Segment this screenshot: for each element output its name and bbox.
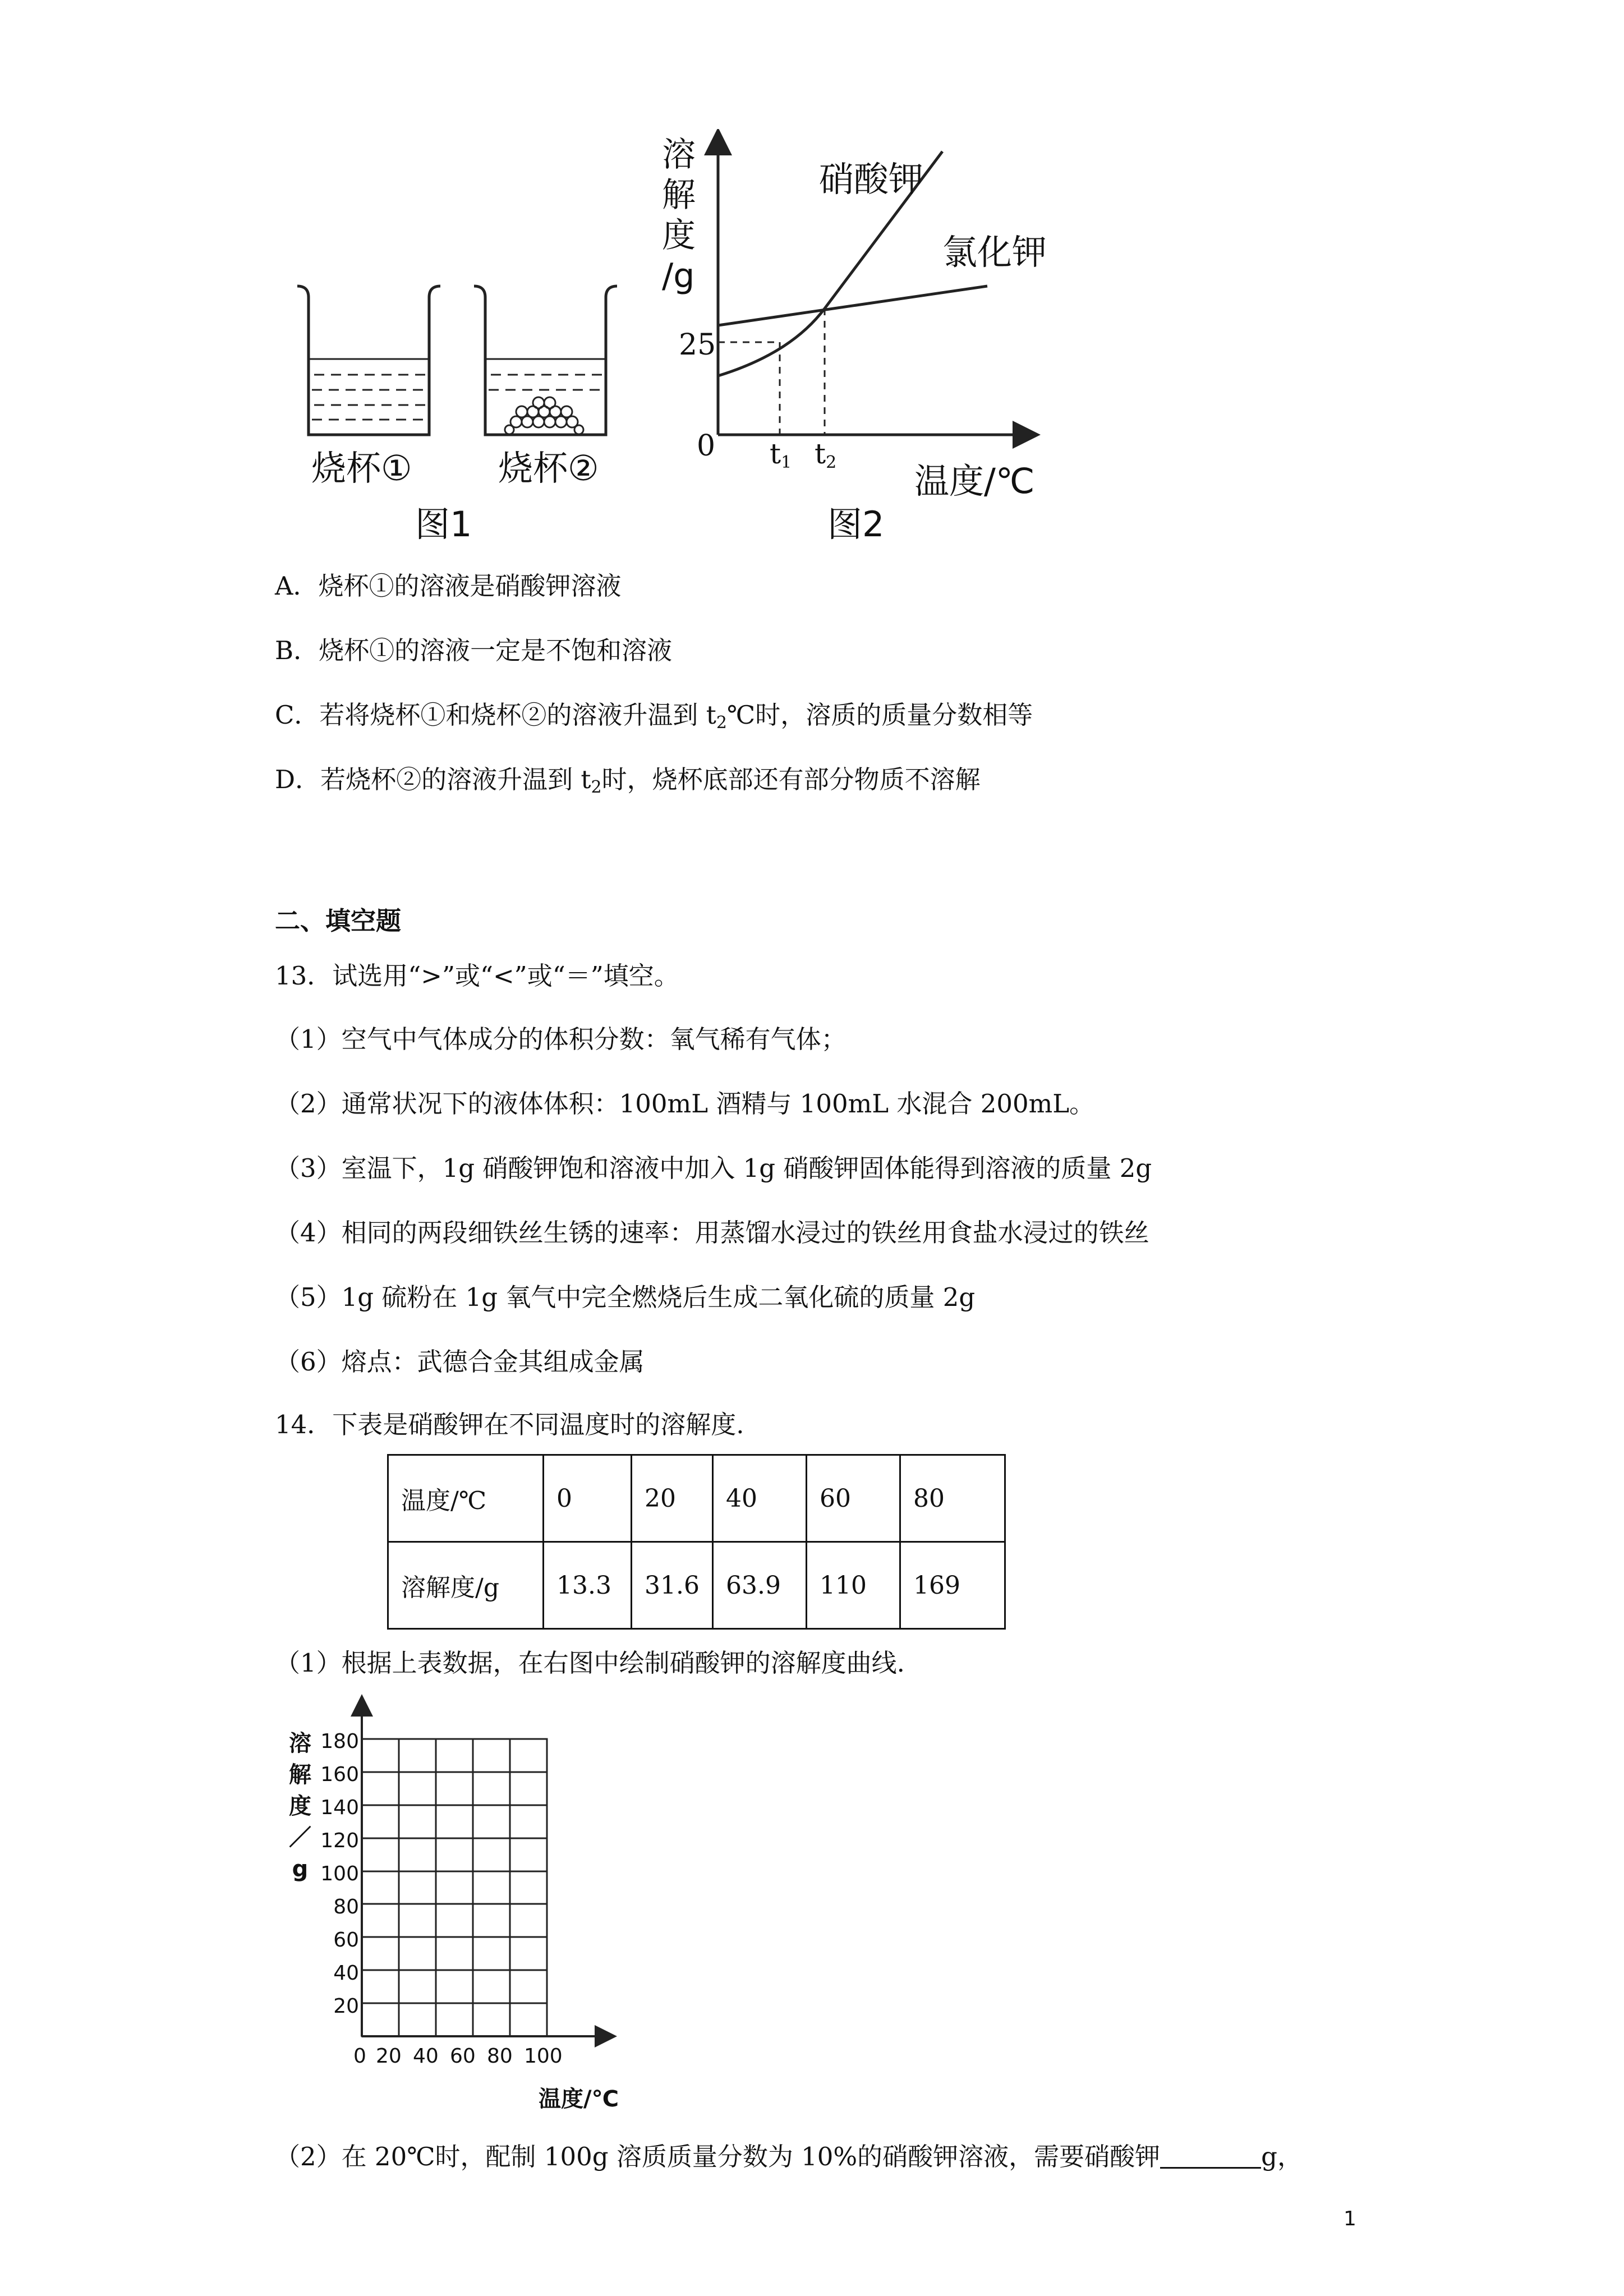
q13-item-1: （1）空气中气体成分的体积分数：氧气稀有气体； xyxy=(275,1024,846,1054)
y-label-char: 溶 xyxy=(662,135,696,174)
question-13: 13．试选用“>”或“<”或“＝”填空。 xyxy=(275,961,679,991)
q13-item-4: （4）相同的两段细铁丝生锈的速率：用蒸馏水浸过的铁丝用食盐水浸过的铁丝 xyxy=(275,1218,1149,1248)
x-tick: 100 xyxy=(524,2045,563,2068)
option-d: D．若烧杯②的溶液升温到 $t_2$时，烧杯底部还有部分物质不溶解 xyxy=(275,765,981,797)
q13-item-2: （2）通常状况下的液体体积：100mL 酒精与 100mL 水混合 200mL。 xyxy=(275,1089,1095,1119)
y-tick: 40 xyxy=(333,1962,359,1985)
x-tick: 40 xyxy=(413,2045,439,2068)
y-tick: 20 xyxy=(333,1995,359,2018)
y-tick: 60 xyxy=(333,1929,359,1952)
beaker-1-label: 烧杯① xyxy=(311,448,412,489)
y-label-char: /g xyxy=(662,256,695,296)
y-tick: 140 xyxy=(320,1796,359,1819)
table-cell: 110 xyxy=(806,1542,900,1629)
table-cell: 溶解度/g xyxy=(388,1542,544,1629)
q14-part-2: （2）在 20℃时，配制 100g 溶质质量分数为 10%的硝酸钾溶液，需要硝酸钾 g， xyxy=(275,2142,1303,2171)
y-tick: 160 xyxy=(320,1763,359,1786)
table-cell: 80 xyxy=(900,1455,1005,1542)
q13-item-3: （3）室温下，1g 硝酸钾饱和溶液中加入 1g 硝酸钾固体能得到溶液的质量 2g xyxy=(275,1153,1152,1183)
y-tick-25: 25 xyxy=(679,328,716,362)
curve-kno3-label: 硝酸钾 xyxy=(819,159,924,200)
option-c: C．若将烧杯①和烧杯②的溶液升温到 $t_2℃$时，溶质的质量分数相等 xyxy=(275,700,1033,733)
answer-blank xyxy=(1160,2142,1261,2169)
beaker-1 xyxy=(297,286,440,435)
x-axis-label: 温度/℃ xyxy=(914,461,1035,501)
curve-kcl-label: 氯化钾 xyxy=(942,232,1047,273)
section-heading: 二、填空题 xyxy=(275,906,402,936)
y-label-char: 溶 xyxy=(289,1731,311,1756)
beaker-2-liquid xyxy=(486,359,605,390)
table-row xyxy=(388,1542,1005,1629)
grid-y-ticks xyxy=(320,1725,359,2023)
y-tick: 180 xyxy=(320,1730,359,1753)
figure-2-y-axis-label xyxy=(662,135,696,296)
beaker-2-label: 烧杯② xyxy=(498,448,599,489)
y-label-char: 度 xyxy=(662,216,696,255)
table-cell: 169 xyxy=(900,1542,1005,1629)
q13-item-5: （5）1g 硫粉在 1g 氧气中完全燃烧后生成二氧化硫的质量 2g xyxy=(275,1282,976,1312)
table-cell: 0 xyxy=(544,1455,632,1542)
beaker-2-undissolved-solid xyxy=(505,397,583,434)
table-cell: 20 xyxy=(632,1455,713,1542)
y-label-char: 解 xyxy=(289,1762,311,1788)
y-label-char: 度 xyxy=(289,1793,311,1819)
table-cell: 31.6 xyxy=(632,1542,713,1629)
question-14: 14．下表是硝酸钾在不同温度时的溶解度. xyxy=(275,1410,744,1439)
x-tick: 60 xyxy=(450,2045,476,2068)
solubility-table xyxy=(387,1454,1006,1630)
x-tick: 80 xyxy=(487,2045,513,2068)
grid-lines xyxy=(362,1739,547,2036)
x-tick: 20 xyxy=(376,2045,402,2068)
y-label-char: g xyxy=(292,1856,309,1882)
grid-x-ticks xyxy=(353,2045,569,2068)
option-b: B．烧杯①的溶液一定是不饱和溶液 xyxy=(275,636,673,665)
grid-y-axis-label xyxy=(286,1728,314,1885)
y-tick: 100 xyxy=(320,1862,359,1885)
beaker-2 xyxy=(474,286,617,435)
option-a: A．烧杯①的溶液是硝酸钾溶液 xyxy=(275,571,622,601)
y-label-char: ／ xyxy=(289,1825,311,1851)
t1-label: $t_1$ xyxy=(770,438,792,472)
y-label-char: 解 xyxy=(662,176,696,215)
curve-kcl xyxy=(718,286,987,325)
figure-1-caption: 图1 xyxy=(415,504,472,545)
table-cell: 40 xyxy=(712,1455,806,1542)
t2-label: $t_2$ xyxy=(815,438,837,472)
y-tick: 120 xyxy=(320,1829,359,1852)
grid-x-axis-label: 温度/℃ xyxy=(539,2086,619,2112)
page-number: 1 xyxy=(1344,2207,1356,2230)
table-cell: 63.9 xyxy=(712,1542,806,1629)
beaker-1-liquid xyxy=(310,359,428,420)
x-tick: 0 xyxy=(353,2045,366,2068)
table-cell: 60 xyxy=(806,1455,900,1542)
table-cell: 温度/℃ xyxy=(388,1455,544,1542)
table-cell: 13.3 xyxy=(544,1542,632,1629)
table-row xyxy=(388,1455,1005,1542)
origin-label: 0 xyxy=(697,429,716,463)
q14-part-1: （1）根据上表数据，在右图中绘制硝酸钾的溶解度曲线. xyxy=(275,1648,905,1678)
q13-item-6: （6）熔点：武德合金其组成金属 xyxy=(275,1347,645,1377)
y-tick: 80 xyxy=(333,1895,359,1918)
figure-2-caption: 图2 xyxy=(827,504,885,545)
